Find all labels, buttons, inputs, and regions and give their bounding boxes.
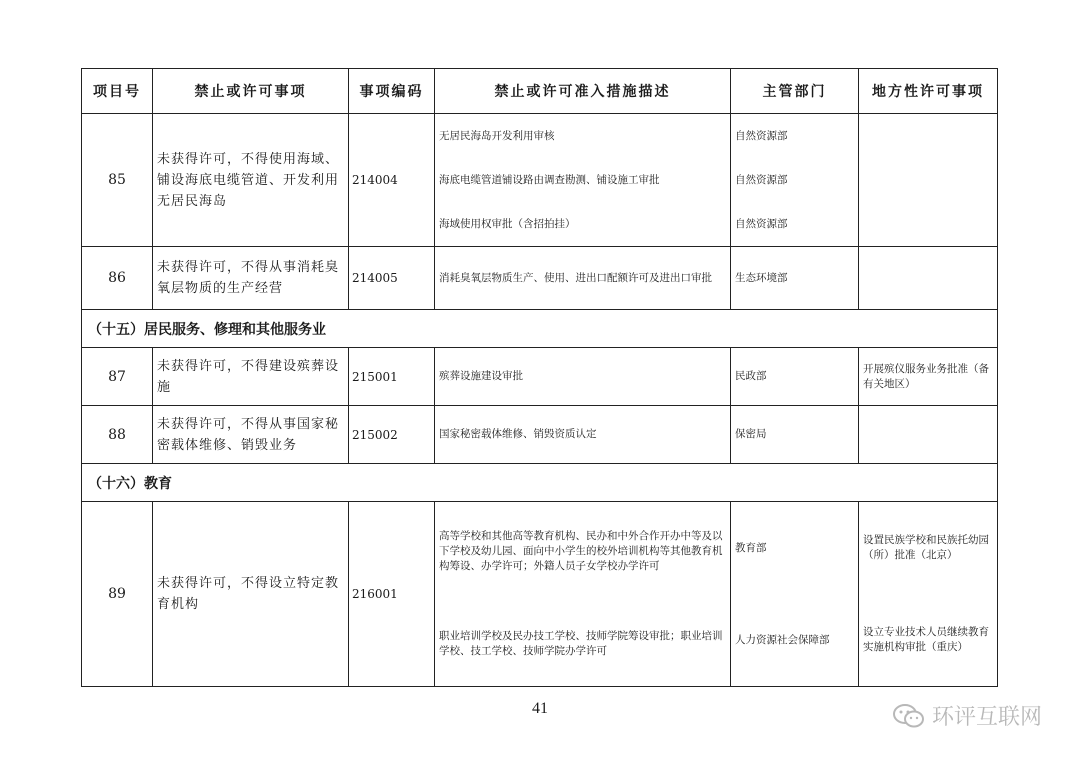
wechat-icon [892, 703, 926, 729]
row-local [859, 502, 998, 687]
table-row [82, 348, 998, 406]
measure-line: 海底电缆管道铺设路由调查勘测、铺设施工审批 [439, 173, 660, 186]
table-row [82, 502, 998, 687]
measure-line: 高等学校和其他高等教育机构、民办和中外合作开办中等及以下学校及幼儿园、面向中小学生的校外培训机构等其他教育机构筹设、办学许可；外籍人员子女学校办学许可 [439, 530, 723, 573]
row-depts: 民政部 [731, 348, 859, 406]
row-local [859, 247, 998, 310]
row-item: 未获得许可，不得从事消耗臭氧层物质的生产经营 [153, 247, 349, 310]
section-title: （十五）居民服务、修理和其他服务业 [82, 310, 998, 348]
row-local [859, 114, 998, 247]
row-item: 未获得许可，不得从事国家秘密载体维修、销毁业务 [153, 406, 349, 464]
row-local [859, 406, 998, 464]
table-row [82, 406, 998, 464]
row-number: 89 [82, 502, 153, 687]
row-measures: 消耗臭氧层物质生产、使用、进出口配额许可及进出口审批 [435, 247, 731, 310]
row-depts: 保密局 [731, 406, 859, 464]
row-number: 88 [82, 406, 153, 464]
dept-line: 自然资源部 [735, 173, 788, 186]
row-number: 87 [82, 348, 153, 406]
row-depts [731, 114, 859, 247]
dept-line: 自然资源部 [735, 129, 788, 142]
measure-line: 无居民海岛开发利用审核 [439, 129, 555, 142]
dept-line: 自然资源部 [735, 217, 788, 230]
row-number: 85 [82, 114, 153, 247]
header-local: 地方性许可事项 [859, 69, 998, 114]
row-depts [731, 502, 859, 687]
header-dept: 主管部门 [731, 69, 859, 114]
section-row [82, 310, 998, 348]
table-header-row [82, 69, 998, 114]
header-measures: 禁止或许可准入措施描述 [435, 69, 731, 114]
dept-line: 教育部 [735, 541, 767, 554]
row-code: 215002 [349, 406, 435, 464]
row-depts: 生态环境部 [731, 247, 859, 310]
watermark-text: 环评互联网 [931, 705, 1042, 730]
row-item: 未获得许可，不得使用海域、铺设海底电缆管道、开发利用无居民海岛 [153, 114, 349, 247]
header-code: 事项编码 [349, 69, 435, 114]
table-row [82, 114, 998, 247]
row-measures [435, 502, 731, 687]
row-measures: 殡葬设施建设审批 [435, 348, 731, 406]
row-number: 86 [82, 247, 153, 310]
measure-line: 职业培训学校及民办技工学校、技师学院筹设审批；职业培训学校、技工学校、技师学院办学许可 [439, 629, 723, 657]
header-item: 禁止或许可事项 [153, 69, 349, 114]
row-item: 未获得许可，不得设立特定教育机构 [153, 502, 349, 687]
row-code: 214005 [349, 247, 435, 310]
row-code: 215001 [349, 348, 435, 406]
local-line: 设立专业技术人员继续教育实施机构审批（重庆） [863, 626, 989, 653]
row-code: 216001 [349, 502, 435, 687]
watermark [892, 700, 1042, 731]
local-line: 设置民族学校和民族托幼园（所）批准（北京） [863, 534, 989, 561]
row-code: 214004 [349, 114, 435, 247]
row-measures [435, 114, 731, 247]
permit-table [81, 68, 998, 687]
section-row [82, 464, 998, 502]
page-number: 41 [532, 700, 548, 717]
header-item-no: 项目号 [82, 69, 153, 114]
row-local: 开展殡仪服务业务批准（备有关地区） [859, 348, 998, 406]
row-item: 未获得许可，不得建设殡葬设施 [153, 348, 349, 406]
row-measures: 国家秘密载体维修、销毁资质认定 [435, 406, 731, 464]
section-title: （十六）教育 [82, 464, 998, 502]
dept-line: 人力资源社会保障部 [735, 633, 830, 646]
table-row [82, 247, 998, 310]
measure-line: 海域使用权审批（含招拍挂） [439, 217, 576, 230]
